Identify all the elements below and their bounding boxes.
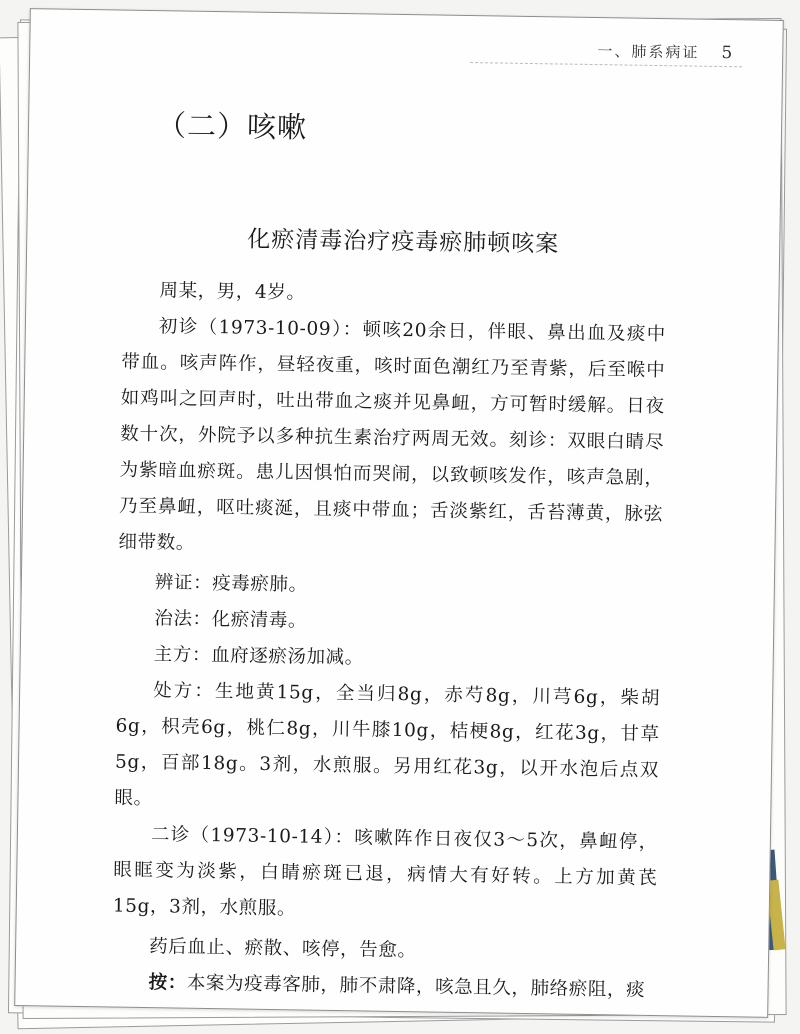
second-visit-paragraph: 二诊（1973-10-14）：咳嗽阵作日夜仅3～5次，鼻衄停，眼眶变为淡紫，白睛瘀斑已退，病情大有好转。上方加黄芪15g，3剂，水煎服。 [112,824,659,920]
header-rule [470,62,742,67]
prescription-paragraph: 处方：生地黄15g，全当归8g，赤芍8g，川芎6g，柴胡6g，枳壳6g，桃仁8g，川牛膝10g，桔梗8g，红花3g，甘草5g，百部18g。3剂，水煎服。另用红花3g，以开水泡后点双眼。 [114,680,661,810]
running-header [597,40,734,63]
book-page [14,8,784,1018]
section-title: （二）咳嗽 [156,108,308,145]
outcome-line: 药后血止、瘀散、咳停，告愈。 [148,936,417,962]
commentary-paragraph [111,965,655,1010]
first-visit-paragraph: 初诊（1973-10-09）：顿咳20余日，伴眼、鼻出血及痰中带血。咳声阵作，昼轻夜重，咳时面色潮红乃至青紫，后至喉中如鸡叫之回声时，吐出带血之痰并见鼻衄，方可暂时缓解。日夜数十次，外院予以多种抗生素治疗两周无效。刻诊：双眼白睛尽为紫暗血瘀斑。患儿因惧怕而哭闹，以致顿咳发作，咳声急剧，乃至鼻衄，呕吐痰涎，且痰中带血；舌淡紫红，舌苔薄黄，脉弦细带数。 [118,316,666,554]
patient-info: 周某，男，4岁。 [159,280,306,304]
case-body [111,273,666,1009]
commentary-label: 按： [148,972,187,994]
diagnosis-line: 辨证：疫毒瘀肺。 [154,572,308,596]
page-number: 5 [721,43,735,64]
case-title: 化瘀清毒治疗疫毒瘀肺顿咳案 [247,226,560,258]
main-formula-line: 主方：血府逐瘀汤加减。 [153,644,364,669]
running-title: 一、肺系病证 [597,42,700,62]
commentary-text: 本案为疫毒客肺，肺不肃降，咳急且久，肺络瘀阻，痰 [186,972,646,1001]
treatment-line: 治法：化瘀清毒。 [154,608,308,632]
